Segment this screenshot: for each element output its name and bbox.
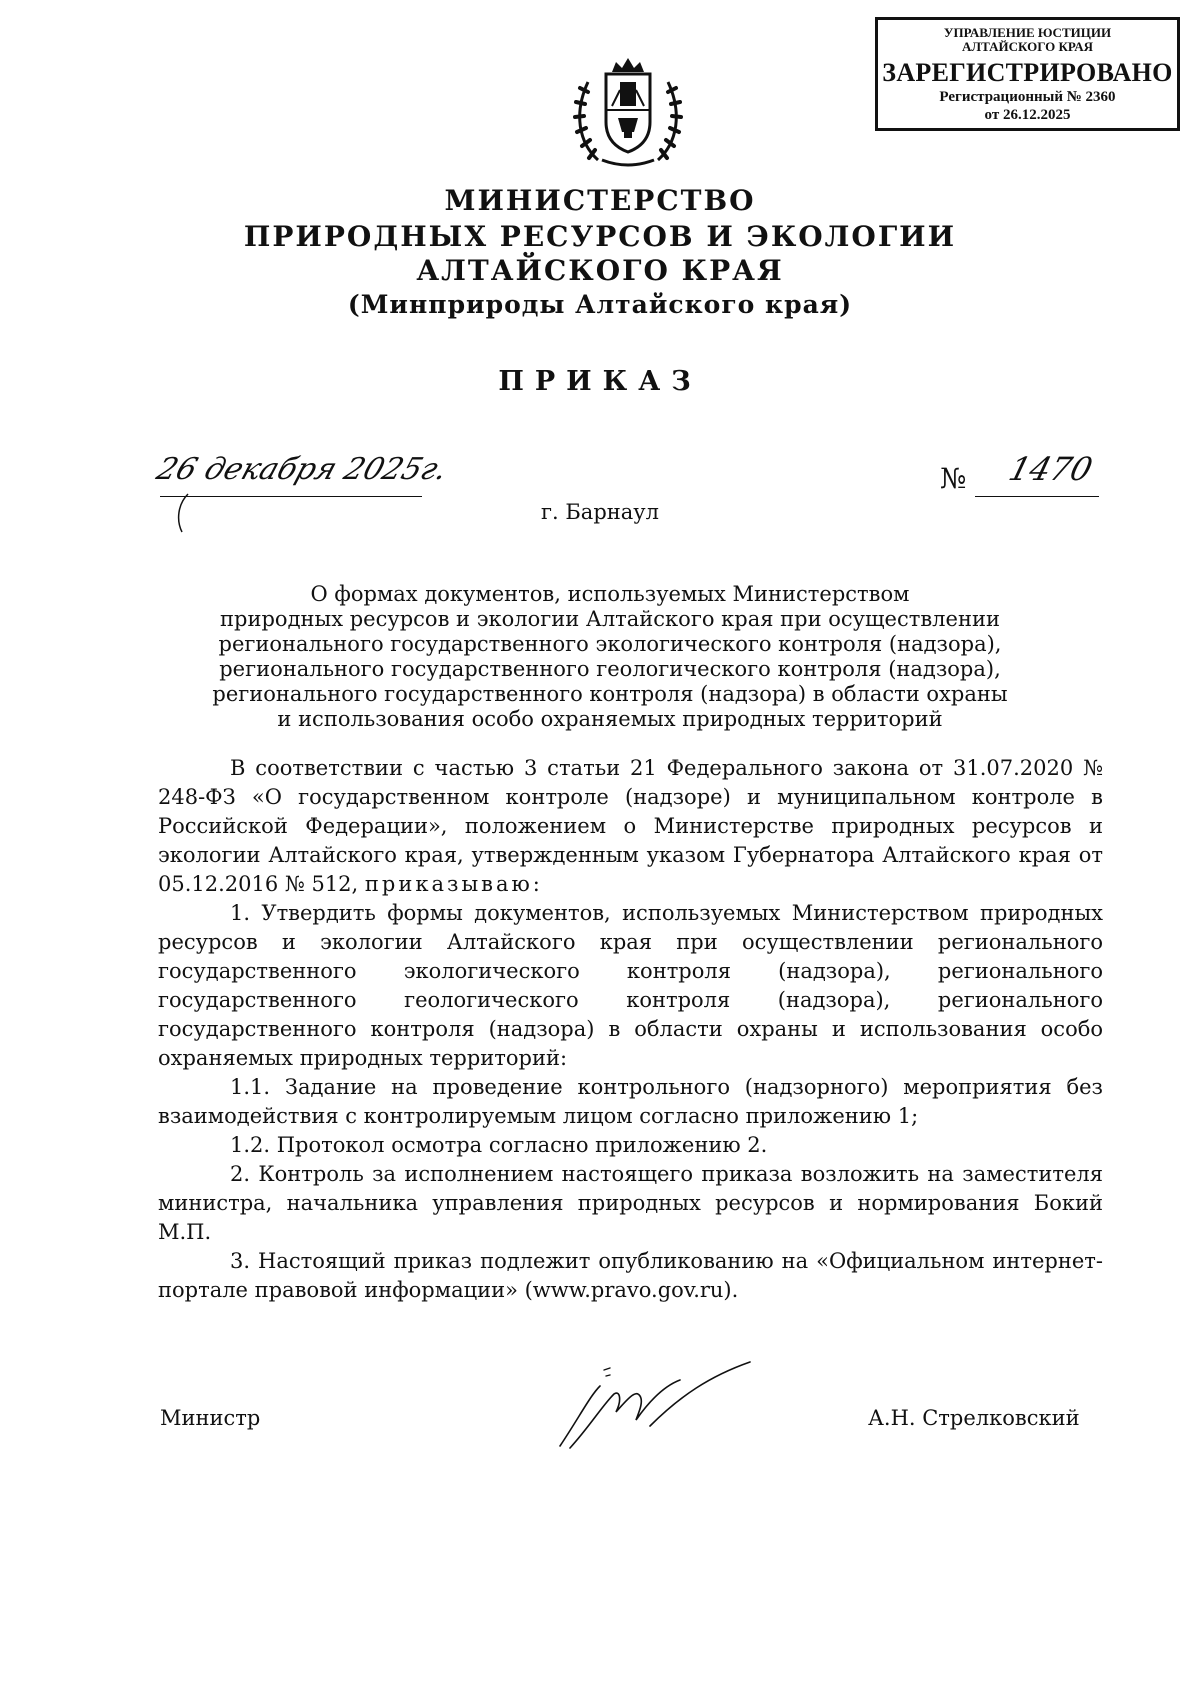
stamp-reg-number: Регистрационный № 2360 [939,89,1116,105]
stamp-status: ЗАРЕГИСТРИРОВАНО [882,58,1173,87]
preamble-paragraph [158,754,1103,899]
signer-position: Министр [160,1406,261,1430]
number-label: № [940,462,967,495]
stamp-reg-date: от 26.12.2025 [984,107,1071,123]
ministry-short-name: (Минприроды Алтайского края) [347,290,853,319]
preamble-text: В соответствии с частью 3 статьи 21 Федерального закона от 31.07.2020 № 248-ФЗ «О государственном контроле (надзоре) и муниципальном контроле в Российской Федерации», положением о Министерстве природных ресурсов и экологии Алтайского края, утвержденным указом Губернатора Алтайского края от 05.12.2016 № 512, [158,756,1103,896]
document-type-title: ПРИКАЗ [498,366,702,397]
order-subject [180,582,1040,732]
ministry-title-line-2: ПРИРОДНЫХ РЕСУРСОВ И ЭКОЛОГИИ [243,220,957,253]
registration-stamp [875,17,1180,131]
ministry-title-line-1: МИНИСТЕРСТВО [444,184,756,217]
stamp-line-2: АЛТАЙСКОГО КРАЯ [962,39,1093,54]
clause-3: 3. Настоящий приказ подлежит опубликованию на «Официальном интернет-портале правовой информации» (www.pravo.gov.ru). [158,1249,1103,1302]
clause-1: 1. Утвердить формы документов, используемых Министерством природных ресурсов и экологии Алтайского края при осуществлении регионального государственного экологического контроля (надзора), регионального государственного геологического контроля (надзора), регионального государственного контроля (надзора) в области охраны и использования особо охраняемых природных территорий: [158,901,1103,1070]
city: г. Барнаул [541,500,659,524]
coat-of-arms-icon [568,52,688,174]
handwritten-date: 26 декабря 2025г. [152,452,452,487]
handwritten-signature [540,1356,780,1456]
order-word: приказываю: [364,872,543,896]
subject-line: регионального государственного экологического контроля (надзора), [218,632,1002,656]
clause-1-1: 1.1. Задание на проведение контрольного (надзорного) мероприятия без взаимодействия с контролируемым лицом согласно приложению 1; [158,1075,1103,1128]
number-underline [975,496,1099,497]
handwritten-number: 1470 [1004,450,1097,488]
stamp-line-1: УПРАВЛЕНИЕ ЮСТИЦИИ [943,25,1112,40]
signer-name: А.Н. Стрелковский [868,1406,1080,1430]
subject-line: регионального государственного геологического контроля (надзора), [219,657,1001,681]
date-underline [160,496,422,497]
subject-line: регионального государственного контроля (надзора) в области охраны [212,682,1008,706]
subject-line: и использования особо охраняемых природных территорий [277,707,943,731]
ministry-title-line-3: АЛТАЙСКОГО КРАЯ [416,254,784,287]
subject-line: природных ресурсов и экологии Алтайского края при осуществлении [220,607,1000,631]
order-body [158,754,1103,1305]
subject-line: О формах документов, используемых Министерством [310,582,910,606]
clause-2: 2. Контроль за исполнением настоящего приказа возложить на заместителя министра, начальника управления природных ресурсов и нормирования Бокий М.П. [158,1162,1103,1244]
clause-1-2: 1.2. Протокол осмотра согласно приложению 2. [230,1133,768,1157]
